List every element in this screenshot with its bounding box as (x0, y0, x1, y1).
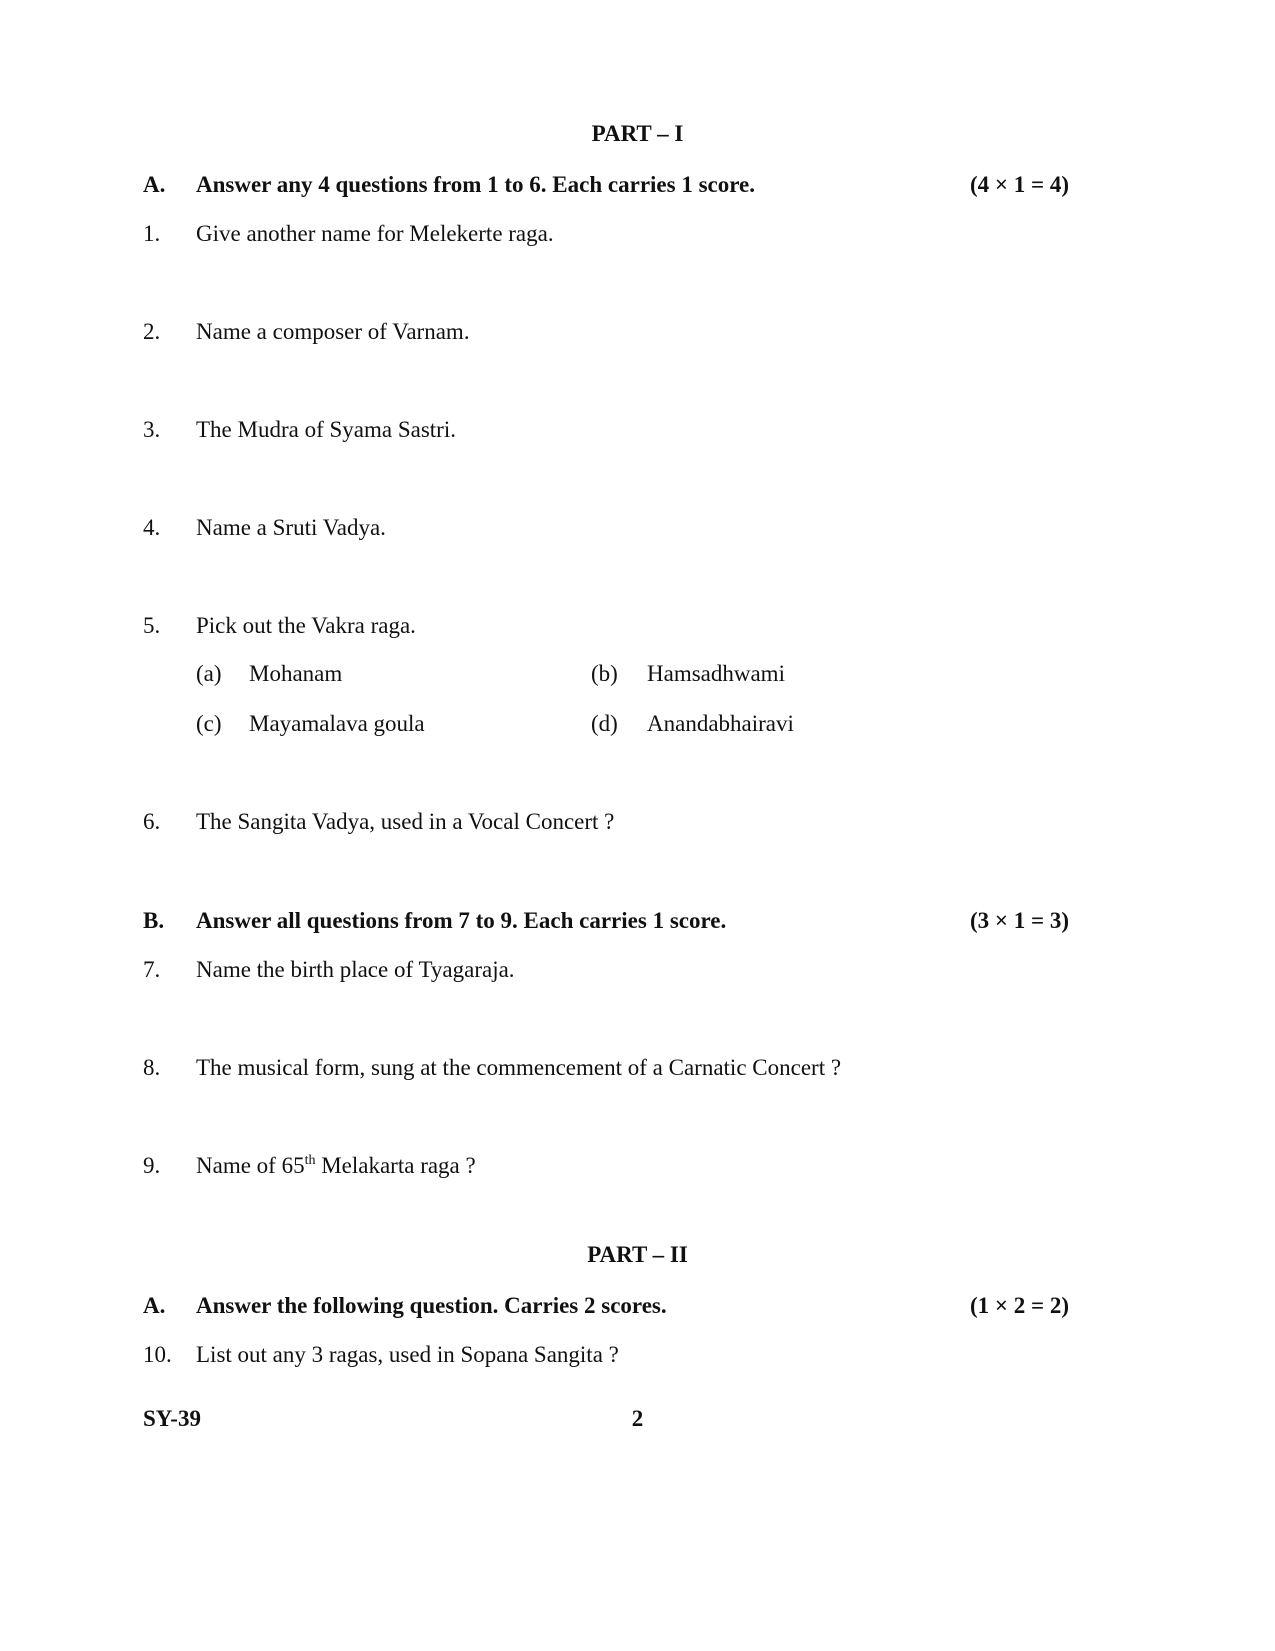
question-number: 10. (143, 1342, 172, 1367)
option-label: (d) (591, 711, 618, 736)
question-text: The Mudra of Syama Sastri. (196, 417, 456, 442)
question-number: 2. (143, 319, 161, 344)
question-text: Name a composer of Varnam. (196, 319, 470, 344)
question-text: Name the birth place of Tyagaraja. (196, 957, 515, 982)
ordinal-suffix: th (304, 1153, 316, 1168)
question-text (196, 1154, 476, 1177)
question-text: Name a Sruti Vadya. (196, 515, 386, 540)
question-number: 3. (143, 417, 161, 442)
section-b-instruction: Answer all questions from 7 to 9. Each carries 1 score. (196, 908, 727, 933)
question-text: The musical form, sung at the commencement of a Carnatic Concert ? (196, 1055, 842, 1080)
part1-heading: PART – I (591, 121, 684, 146)
section-a-letter: A. (143, 172, 166, 197)
option-text: Hamsadhwami (647, 661, 785, 686)
paper-code: SY-39 (143, 1406, 201, 1431)
question-text: List out any 3 ragas, used in Sopana Sangita ? (196, 1342, 619, 1367)
section-a-marks: (4 × 1 = 4) (969, 172, 1069, 197)
section-a-instruction: Answer any 4 questions from 1 to 6. Each carries 1 score. (196, 172, 755, 197)
question-text: Give another name for Melekerte raga. (196, 221, 554, 246)
question-number: 6. (143, 809, 161, 834)
question-text: The Sangita Vadya, used in a Vocal Concert ? (196, 809, 615, 834)
page-number: 2 (631, 1406, 644, 1431)
option-label: (a) (196, 661, 222, 686)
part2-heading: PART – II (587, 1242, 688, 1267)
part2-section-a-instruction: Answer the following question. Carries 2 scores. (196, 1293, 667, 1318)
option-label: (b) (591, 661, 618, 686)
question-number: 7. (143, 957, 161, 982)
section-b-letter: B. (143, 908, 165, 933)
part2-section-a-letter: A. (143, 1293, 166, 1318)
option-text: Mohanam (249, 661, 343, 686)
option-text: Anandabhairavi (647, 711, 794, 736)
question-text-main: Name of 65 (196, 1153, 305, 1178)
question-number: 1. (143, 221, 161, 246)
question-number: 8. (143, 1055, 161, 1080)
option-text: Mayamalava goula (249, 711, 425, 736)
question-text: Pick out the Vakra raga. (196, 613, 416, 638)
option-label: (c) (196, 711, 222, 736)
question-number: 9. (143, 1153, 161, 1178)
question-text-rest: Melakarta raga ? (315, 1153, 476, 1178)
question-number: 4. (143, 515, 161, 540)
question-number: 5. (143, 613, 161, 638)
part2-section-a-marks: (1 × 2 = 2) (969, 1293, 1069, 1318)
section-b-marks: (3 × 1 = 3) (969, 908, 1069, 933)
